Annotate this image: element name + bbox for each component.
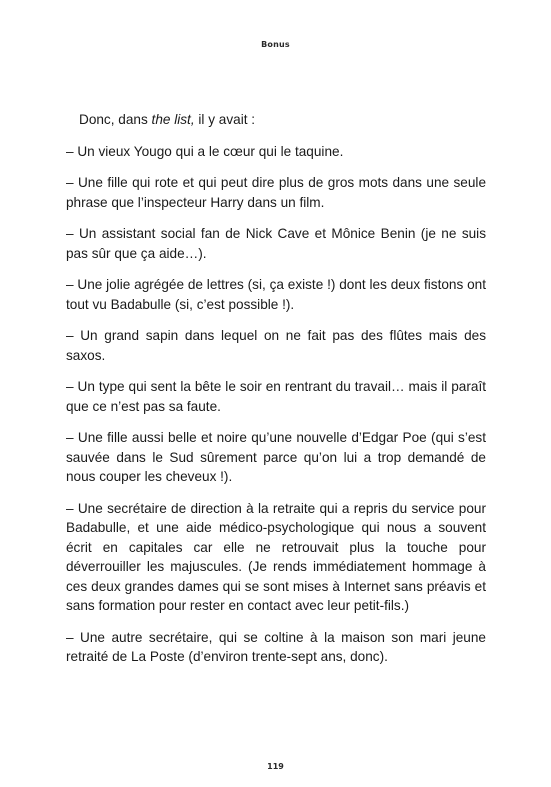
list-item: – Une fille qui rote et qui peut dire plus de gros mots dans une seule phrase que l’inspecteur Harry dans un film. bbox=[66, 175, 486, 210]
list-item: – Un assistant social fan de Nick Cave et Mônice Benin (je ne suis pas sûr que ça aide…). bbox=[66, 226, 486, 261]
list-item: – Un vieux Yougo qui a le cœur qui le taquine. bbox=[66, 143, 344, 159]
running-head: Bonus bbox=[261, 40, 290, 49]
intro-italic: the list, bbox=[151, 112, 195, 127]
list-item: – Un type qui sent la bête le soir en rentrant du travail… mais il paraît que ce n’est pas sa faute. bbox=[66, 379, 486, 414]
list-item: – Une secrétaire de direction à la retraite qui a repris du service pour Badabulle, et une aide médico-psychologique qui nous a souvent écrit en capitales car elle ne retrouvait plus la touche pour déverrouiller les majuscules. (Je rends immédiatement hommage à ces deux grandes dames qui se sont mises à Internet sans préavis et sans formation pour rester en contact avec leur petit-fils.) bbox=[66, 500, 486, 613]
intro-paragraph bbox=[66, 110, 486, 130]
list-item: – Une fille aussi belle et noire qu’une nouvelle d’Edgar Poe (qui s’est sauvée dans le Sud sûrement parce qu’on lui a trop demandé de nous couper les cheveux !). bbox=[66, 430, 486, 484]
intro-text-before: Donc, dans bbox=[79, 112, 152, 127]
list-item: – Une jolie agrégée de lettres (si, ça existe !) dont les deux fistons ont tout vu Badabulle (si, c’est possible !). bbox=[66, 277, 486, 312]
page-number: 119 bbox=[267, 762, 284, 771]
list-item: – Un grand sapin dans lequel on ne fait pas des flûtes mais des saxos. bbox=[66, 328, 486, 363]
body-text bbox=[66, 110, 486, 679]
list-item: – Une autre secrétaire, qui se coltine à la maison son mari jeune retraité de La Poste (d’environ trente-sept ans, donc). bbox=[66, 629, 486, 664]
intro-text-after: il y avait : bbox=[194, 112, 256, 127]
